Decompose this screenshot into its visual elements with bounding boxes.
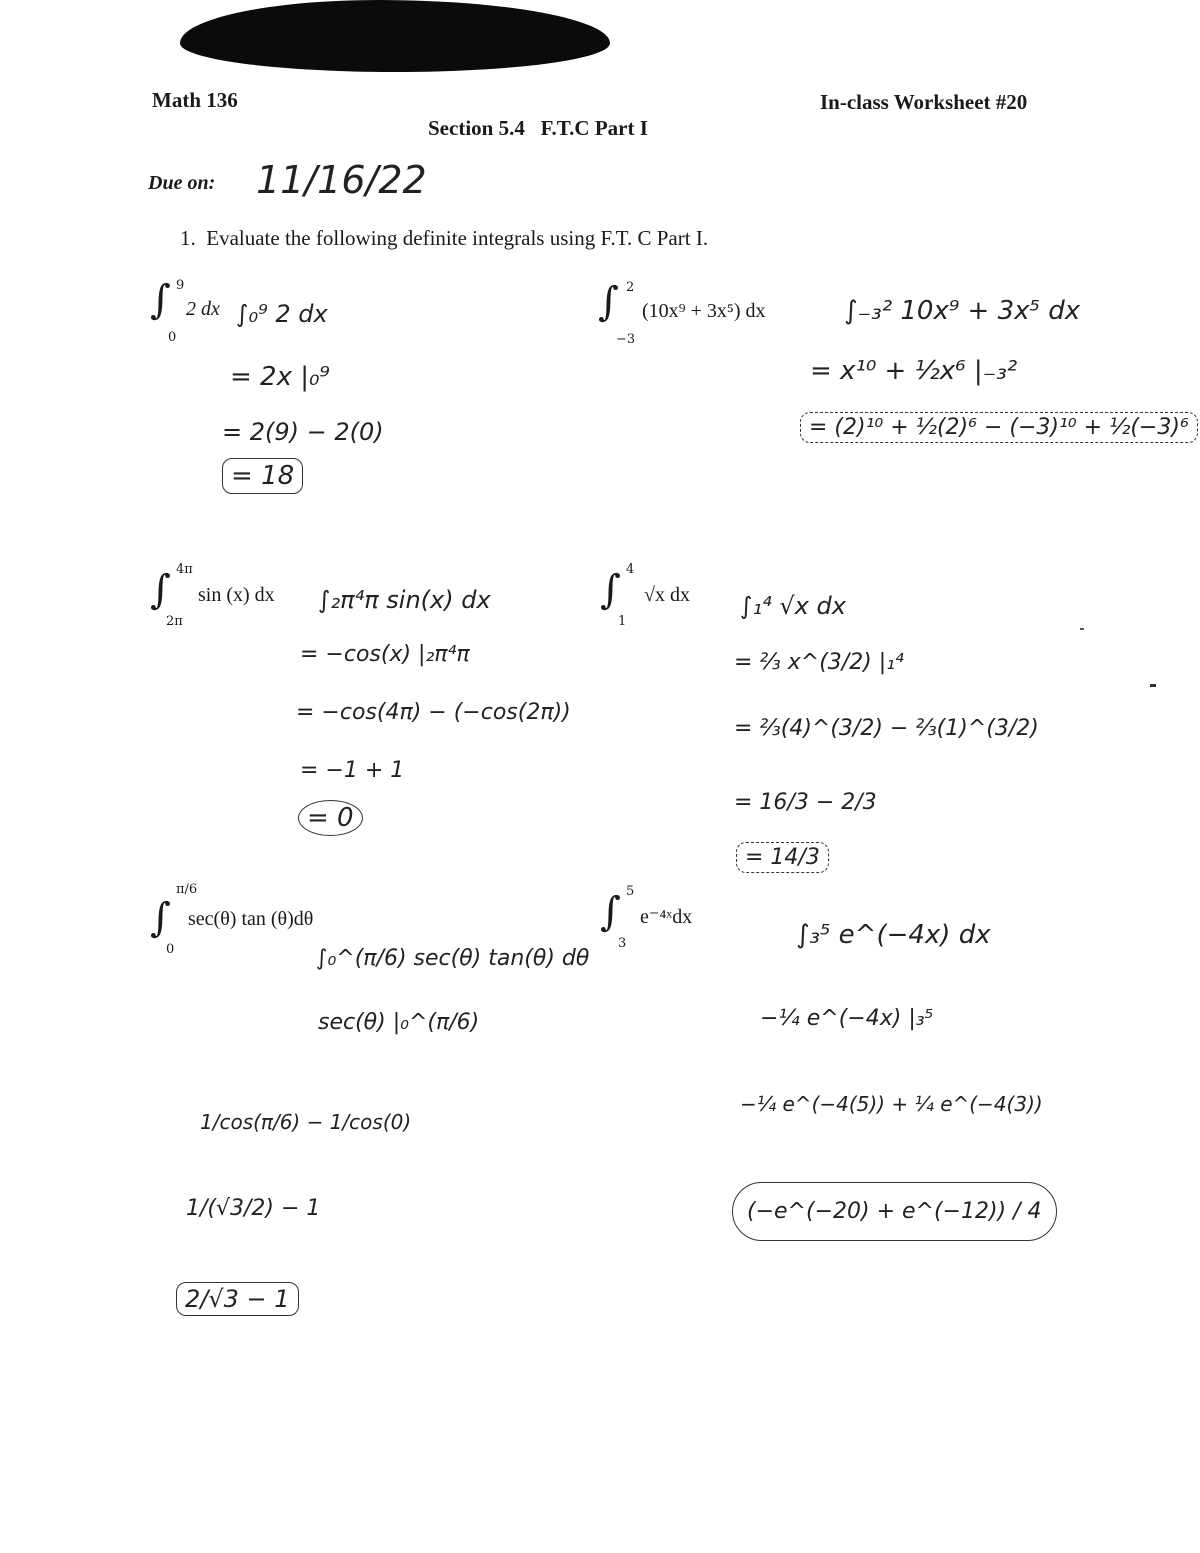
- work-line: ∫₂π⁴π sin(x) dx: [318, 586, 491, 614]
- work-line: ∫₋₃² 10x⁹ + 3x⁵ dx: [844, 296, 1081, 326]
- integrand: sin (x) dx: [198, 584, 275, 606]
- answer-boxed: = (2)¹⁰ + ½(2)⁶ − (−3)¹⁰ + ½(−3)⁶: [800, 412, 1198, 443]
- work-line: = −cos(4π) − (−cos(2π)): [296, 700, 571, 725]
- work-line: ∫₀⁹ 2 dx: [236, 300, 328, 328]
- upper-limit: 2: [626, 280, 635, 295]
- course-title: Math 136: [152, 88, 238, 112]
- lower-limit: −3: [616, 332, 636, 347]
- instruction-text: 1. Evaluate the following definite integrals using F.T. C Part I.: [180, 226, 709, 250]
- due-label: Due on:: [148, 172, 216, 194]
- redacted-name-mark: [180, 0, 610, 72]
- upper-limit: 9: [176, 278, 185, 293]
- lower-limit: 1: [618, 614, 627, 629]
- work-line: −¼ e^(−4(5)) + ¼ e^(−4(3)): [740, 1092, 1043, 1116]
- answer-boxed: = 14/3: [736, 842, 829, 873]
- lower-limit: 2π: [166, 614, 183, 629]
- work-line: ∫₁⁴ √x dx: [740, 592, 846, 620]
- work-line: = −cos(x) |₂π⁴π: [300, 642, 470, 667]
- answer-boxed: (−e^(−20) + e^(−12)) / 4: [732, 1182, 1057, 1241]
- answer-boxed: 2/√3 − 1: [176, 1282, 299, 1316]
- integrand: 2 dx: [186, 298, 220, 320]
- upper-limit: 4π: [176, 562, 193, 577]
- integral-sign: ∫: [598, 279, 619, 325]
- work-line: ∫₀^(π/6) sec(θ) tan(θ) dθ: [316, 946, 590, 971]
- integrand: √x dx: [644, 584, 690, 606]
- integral-sign: ∫: [150, 277, 171, 323]
- work-line: = 2(9) − 2(0): [222, 418, 384, 446]
- worksheet-title: In-class Worksheet #20: [820, 90, 1028, 114]
- work-line: = ⅔ x^(3/2) |₁⁴: [734, 650, 904, 675]
- work-line: = −1 + 1: [300, 758, 405, 783]
- upper-limit: π/6: [176, 882, 198, 897]
- scan-mark: [1150, 684, 1156, 687]
- upper-limit: 4: [626, 562, 635, 577]
- work-line: sec(θ) |₀^(π/6): [318, 1010, 480, 1035]
- work-line: = 16/3 − 2/3: [734, 790, 877, 815]
- integral-sign: ∫: [150, 567, 171, 613]
- work-line: = ⅔(4)^(3/2) − ⅔(1)^(3/2): [734, 716, 1039, 741]
- work-line: −¼ e^(−4x) |₃⁵: [760, 1006, 934, 1031]
- work-line: = x¹⁰ + ½x⁶ |₋₃²: [810, 356, 1018, 386]
- due-date-handwritten: 11/16/22: [256, 158, 427, 202]
- answer-boxed: = 18: [222, 458, 303, 494]
- work-line: 1/cos(π/6) − 1/cos(0): [200, 1110, 412, 1134]
- integral-sign: ∫: [150, 895, 171, 941]
- lower-limit: 0: [166, 942, 175, 957]
- integrand: e⁻⁴ˣdx: [640, 906, 693, 928]
- integrand: sec(θ) tan (θ)dθ: [188, 908, 314, 930]
- lower-limit: 3: [618, 936, 627, 951]
- scan-mark: [1080, 628, 1084, 630]
- lower-limit: 0: [168, 330, 177, 345]
- work-line: = 2x |₀⁹: [230, 362, 330, 392]
- upper-limit: 5: [626, 884, 635, 899]
- section-title: Section 5.4 F.T.C Part I: [428, 116, 648, 140]
- integrand: (10x⁹ + 3x⁵) dx: [642, 300, 766, 322]
- work-line: ∫₃⁵ e^(−4x) dx: [796, 920, 991, 950]
- answer-circled: = 0: [298, 800, 363, 836]
- work-line: 1/(√3/2) − 1: [186, 1196, 321, 1221]
- integral-sign: ∫: [600, 889, 621, 935]
- integral-sign: ∫: [600, 567, 621, 613]
